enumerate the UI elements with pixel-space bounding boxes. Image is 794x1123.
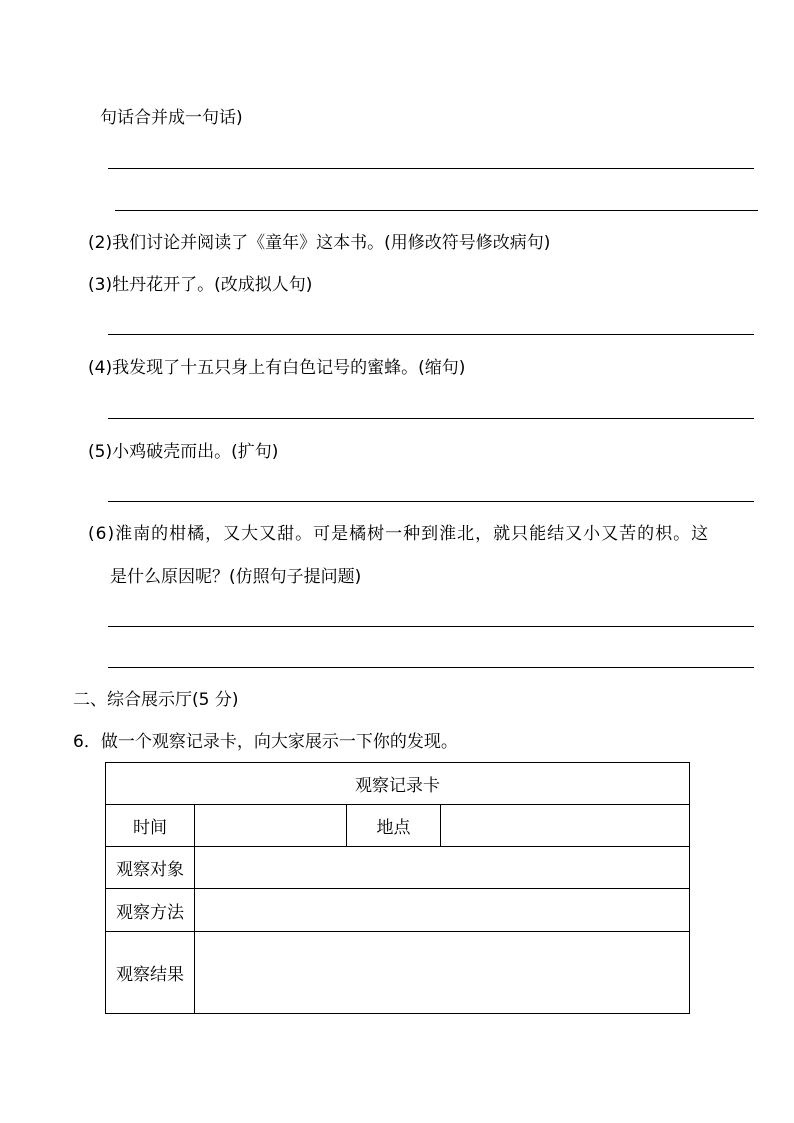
answer-line xyxy=(108,667,754,668)
question-5: (5)小鸡破壳而出。(扩句) xyxy=(88,442,279,462)
question-3: (3)牡丹花开了。(改成拟人句) xyxy=(88,275,313,295)
answer-line xyxy=(108,334,754,335)
answer-line xyxy=(108,168,754,169)
observation-record-card xyxy=(105,762,690,1014)
result-field[interactable] xyxy=(195,932,690,1014)
question-4: (4)我发现了十五只身上有白色记号的蜜蜂。(缩句) xyxy=(88,358,466,378)
answer-line xyxy=(108,501,754,502)
method-field[interactable] xyxy=(195,889,690,932)
section-2-heading: 二、综合展示厅(5 分) xyxy=(73,690,239,710)
question-1-tail: 句话合并成一句话) xyxy=(100,108,243,128)
place-field[interactable] xyxy=(441,805,690,847)
place-label: 地点 xyxy=(347,805,441,847)
method-label: 观察方法 xyxy=(106,889,195,932)
answer-line xyxy=(108,626,754,627)
answer-line xyxy=(115,210,758,211)
time-field[interactable] xyxy=(195,805,347,847)
question-2: (2)我们讨论并阅读了《童年》这本书。(用修改符号修改病句) xyxy=(88,233,551,253)
object-label: 观察对象 xyxy=(106,847,195,889)
answer-line xyxy=(108,418,754,419)
question-6-line-1: (6)淮南的柑橘，又大又甜。可是橘树一种到淮北，就只能结又小又苦的枳。这 xyxy=(88,524,710,544)
section-2-question-6: 6．做一个观察记录卡，向大家展示一下你的发现。 xyxy=(73,732,458,752)
time-label: 时间 xyxy=(106,805,195,847)
result-label: 观察结果 xyxy=(106,932,195,1014)
object-field[interactable] xyxy=(195,847,690,889)
card-title: 观察记录卡 xyxy=(106,763,690,805)
question-6-line-2: 是什么原因呢？(仿照句子提问题) xyxy=(110,567,362,587)
